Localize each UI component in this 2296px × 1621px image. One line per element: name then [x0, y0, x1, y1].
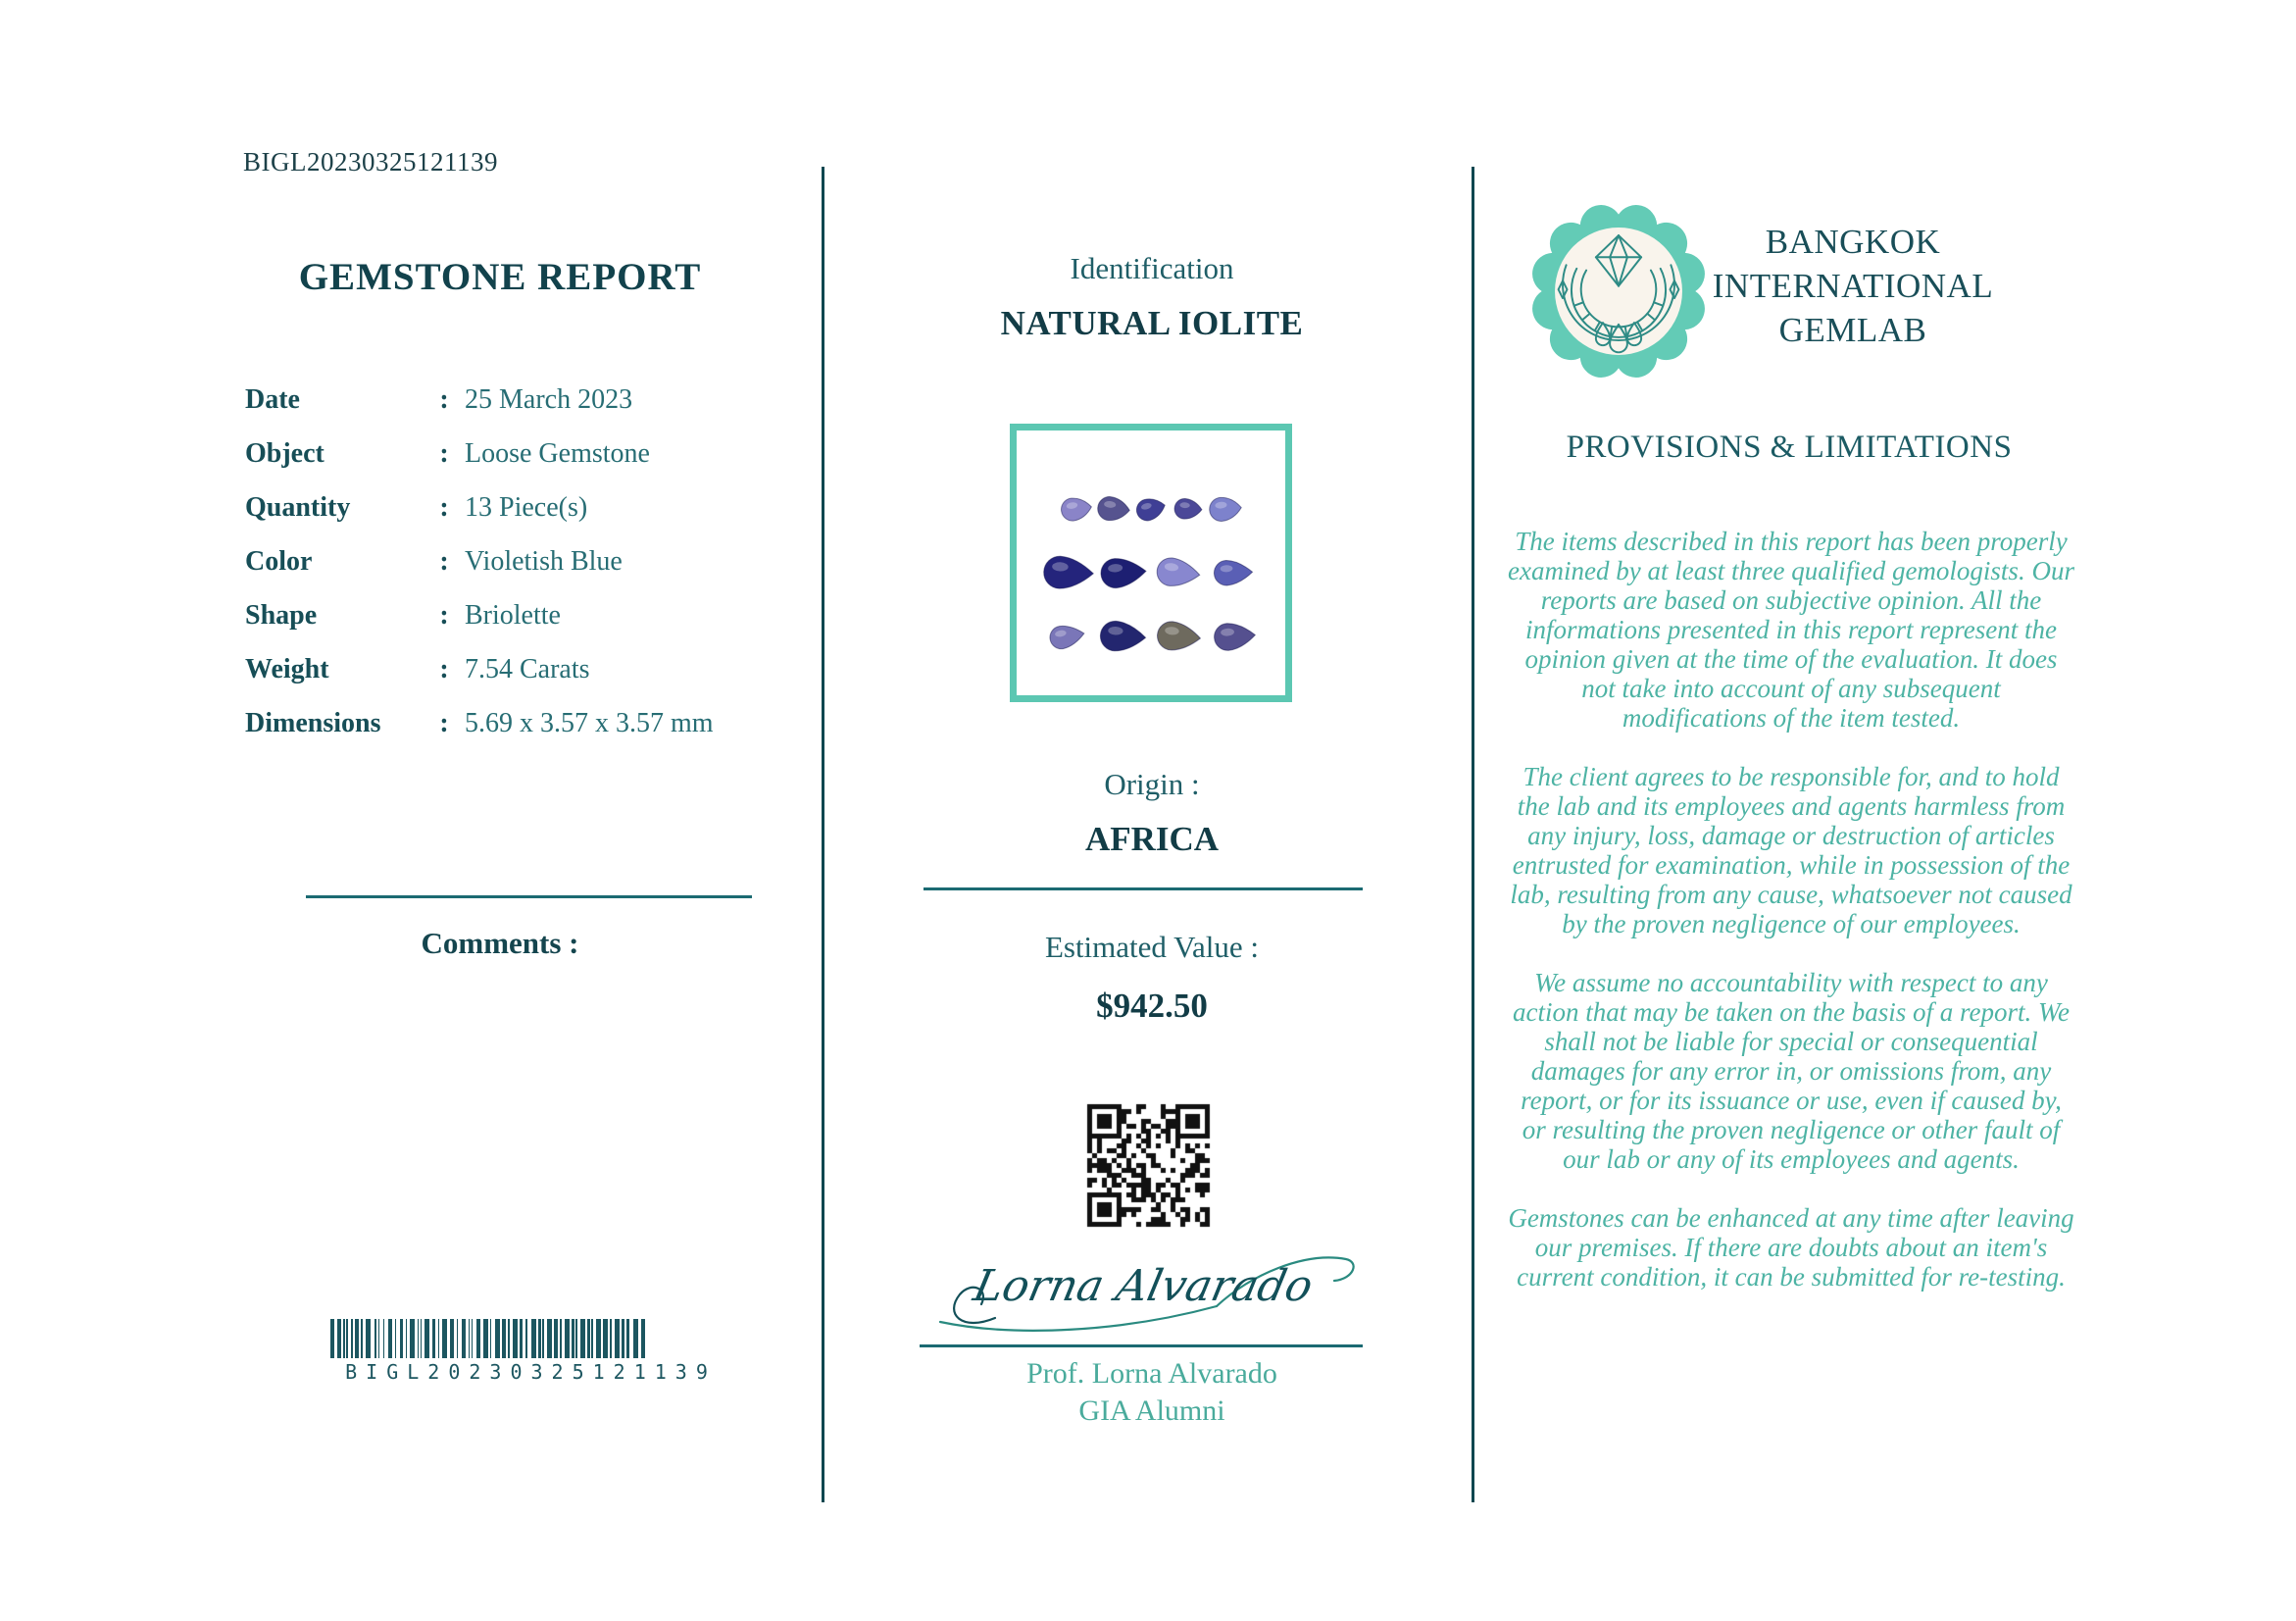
estimated-value: $942.50: [1096, 987, 1208, 1025]
report-title: GEMSTONE REPORT: [298, 256, 702, 298]
field-value: Briolette: [465, 600, 561, 631]
field-value: 25 March 2023: [465, 384, 633, 415]
field-label: Date: [245, 384, 300, 415]
provisions-paragraph: The items described in this report has been properly examined by at least three qualified gemologists. Our reports are based on subjective opinion. All the informations presented in this report represent the opinion given at the time of the evaluation. It does not take into account of any subsequent modifications of the item tested.: [1508, 527, 2074, 733]
signature: [926, 1236, 1377, 1342]
report-fields: [245, 384, 779, 739]
field-colon: :: [439, 600, 449, 631]
field-colon: :: [439, 708, 449, 738]
barcode-text: BIGL20230325121139: [345, 1360, 717, 1384]
barcode: [330, 1319, 723, 1358]
provisions-text: [1508, 527, 2074, 1292]
lab-logo: [1531, 204, 1706, 379]
field-row-shape: [245, 600, 779, 632]
origin-value: AFRICA: [1084, 820, 1220, 858]
provisions-paragraph: We assume no accountability with respect to any action that may be taken on the basis of a report. We shall not be liable for special or consequential damages for any error in, or omissions from, any report, or for its issuance or use, even if caused by, or resulting the proven negligence or other fault of our lab or any of its employees and agents.: [1513, 968, 2070, 1174]
divider: [306, 895, 752, 898]
field-colon: :: [439, 654, 449, 684]
field-row-color: [245, 546, 779, 578]
gemstone-photo: [1010, 424, 1292, 702]
column-separator: [1472, 167, 1474, 1502]
gemstones-image: [1017, 431, 1285, 695]
logo-inner-circle: [1555, 228, 1682, 355]
column-separator: [822, 167, 824, 1502]
provisions-paragraph: The client agrees to be responsible for, and to hold the lab and its employees and agents harmless from any injury, loss, damage or destruction of articles entrusted for examination, while in possession of the lab, resulting from any cause, whatsoever not caused by the proven negligence of our employees.: [1510, 762, 2072, 938]
species-name: NATURAL IOLITE: [1000, 304, 1304, 342]
divider: [920, 1344, 1363, 1347]
signatory-name: Prof. Lorna Alvarado: [1026, 1357, 1277, 1390]
field-label: Object: [245, 438, 324, 469]
signature-name: Lorna Alvarado: [969, 1261, 1318, 1311]
field-row-dimensions: [245, 708, 779, 739]
provisions-heading: PROVISIONS & LIMITATIONS: [1566, 430, 2013, 465]
field-label: Color: [245, 546, 313, 577]
provisions-paragraph: Gemstones can be enhanced at any time after leaving our premises. If there are doubts about an item's current condition, it can be submitted for re-testing.: [1508, 1203, 2074, 1292]
lab-name-line: INTERNATIONAL: [1712, 267, 1994, 305]
field-colon: :: [439, 546, 449, 577]
lab-name-line: BANGKOK: [1765, 223, 1941, 261]
field-row-object: [245, 438, 779, 470]
field-value: 13 Piece(s): [465, 492, 588, 523]
field-value: 5.69 x 3.57 x 3.57 mm: [465, 708, 714, 738]
field-row-quantity: [245, 492, 779, 524]
field-colon: :: [439, 492, 449, 523]
origin-label: Origin :: [1104, 767, 1200, 801]
field-value: Violetish Blue: [465, 546, 623, 577]
estimated-value-label: Estimated Value :: [1044, 930, 1260, 964]
lab-name-line: GEMLAB: [1778, 311, 1927, 349]
identification-heading: Identification: [1070, 251, 1234, 285]
field-value: Loose Gemstone: [465, 438, 650, 469]
divider: [923, 887, 1363, 890]
lab-name: [1696, 220, 2010, 352]
comments-label: Comments :: [421, 926, 579, 960]
field-label: Shape: [245, 600, 318, 631]
field-colon: :: [439, 384, 449, 415]
qr-code: [1081, 1098, 1217, 1234]
report-number: BIGL20230325121139: [243, 147, 498, 177]
field-label: Dimensions: [245, 708, 381, 738]
field-colon: :: [439, 438, 449, 469]
field-row-date: [245, 384, 779, 416]
field-label: Quantity: [245, 492, 351, 523]
field-label: Weight: [245, 654, 329, 684]
signatory-title: GIA Alumni: [1078, 1394, 1225, 1427]
field-row-weight: [245, 654, 779, 685]
field-value: 7.54 Carats: [465, 654, 590, 684]
